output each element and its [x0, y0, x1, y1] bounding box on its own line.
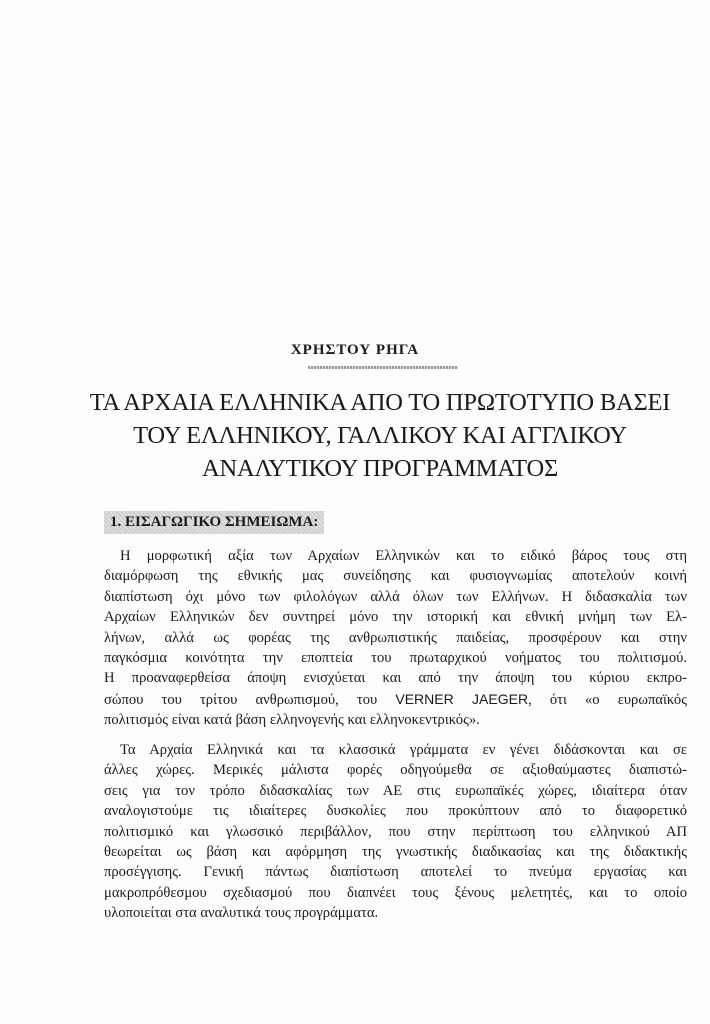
text-line	[104, 689, 687, 710]
author-reference: VERNER JAEGER	[395, 690, 529, 707]
text-line: Αρχαίων Ελληνικών δεν συντηρεί μόνο την ιστορική και εθνική μνήμη των Ελ-	[104, 609, 687, 626]
text-line: άλλες χώρες. Μερικές μάλιστα φορές οδηγούμεθα σε αξιοθαύμαστες διαπιστώ-	[104, 762, 687, 779]
text-line: υλοποιείται στα αναλυτικά τους προγράμματα.	[104, 905, 379, 922]
author-underline	[308, 366, 458, 369]
text-line: μακροπρόθεσμου σχεδιασμού που διαπνέει τους ξένους μελετητές, και το οποίο	[104, 884, 687, 901]
article-title	[60, 386, 700, 485]
text-line: διαμόρφωση της εθνικής μας συνείδησης και φυσιογνωμίας αποτελούν κοινή	[104, 568, 687, 585]
text-line: Η μορφωτική αξία των Αρχαίων Ελληνικών και το ειδικό βάρος τους στη	[120, 548, 687, 564]
text-line: πολιτισμός είναι κατά βάση ελληνογενής και ελληνοκεντρικός».	[104, 712, 480, 729]
text-segment: , ότι «ο ευρωπαϊκός	[528, 691, 687, 708]
text-line: πολιτισμικό και γλωσσικό περιβάλλον, που στην περίπτωση του ελληνικού ΑΠ	[104, 823, 687, 840]
text-line: διαπίστωση όχι μόνο των φιλολόγων αλλά όλων των Ελλήνων. Η διδασκαλία των	[104, 588, 687, 605]
section-heading: 1. ΕΙΣΑΓΩΓΙΚΟ ΣΗΜΕΙΩΜΑ:	[104, 511, 324, 534]
text-line: Η προαναφερθείσα άποψη ενισχύεται και από την άποψη του κύριου εκπρο-	[104, 670, 687, 687]
text-line: Τα Αρχαία Ελληνικά και τα κλασσικά γράμματα εν γένει διδάσκονται και σε	[120, 742, 687, 758]
title-line: ΑΝΑΛΥΤΙΚΟΥ ΠΡΟΓΡΑΜΜΑΤΟΣ	[201, 455, 559, 482]
title-line: ΤΟΥ ΕΛΛΗΝΙΚΟΥ, ΓΑΛΛΙΚΟΥ ΚΑΙ ΑΓΓΛΙΚΟΥ	[133, 422, 627, 449]
text-segment: σώπου του τρίτου ανθρωπισμού, του	[104, 691, 378, 708]
text-line: θεωρείται ως βάση και αφόρμηση της γνωστικής διαδικασίας και της διδακτικής	[104, 844, 687, 861]
text-line: λήνων, αλλά ως φορέας της ανθρωπιστικής παιδείας, προσφέρουν και στην	[104, 629, 687, 646]
paragraph-2	[104, 740, 687, 924]
paragraph-1	[104, 546, 687, 731]
text-line: προσέγγισης. Γενική πάντως διαπίστωση αποτελεί το πνεύμα εργασίας και	[104, 864, 687, 881]
author-name: ΧΡΗΣΤΟΥ ΡΗΓΑ	[290, 342, 420, 358]
text-line: παγκόσμια κοινότητα την εποπτεία του πρωταρχικού νοήματος του πολιτισμού.	[104, 650, 687, 667]
text-line: αναλογιστούμε τις ιδιαίτερες δυσκολίες που προκύπτουν από το διαφορετικό	[104, 803, 687, 820]
title-line: ΤΑ ΑΡΧΑΙΑ ΕΛΛΗΝΙΚΑ ΑΠΟ ΤΟ ΠΡΩΤΟΤΥΠΟ ΒΑΣΕΙ	[89, 389, 671, 416]
text-line: σεις για τον τρόπο διδασκαλίας των ΑΕ στις ευρωπαϊκές χώρες, ιδιαίτερα όταν	[104, 782, 687, 799]
